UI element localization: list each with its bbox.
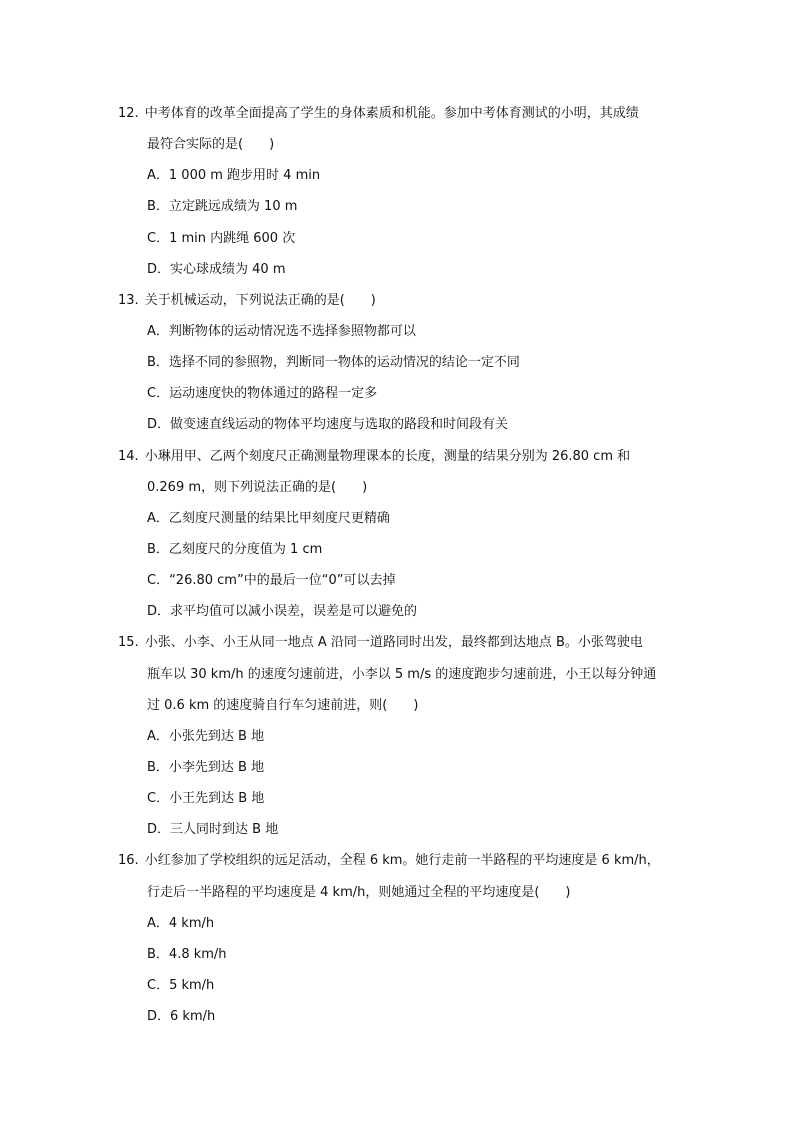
question-16 [118, 845, 698, 1032]
question-line: 小张、小李、小王从同一地点 A 沿同一道路同时出发，最终都到达地点 B。小张驾驶电 [144, 635, 643, 651]
question-number: 12. [118, 106, 139, 121]
answer-option: B．立定跳远成绩为 10 m [147, 199, 298, 215]
answer-option: C．小王先到达 B 地 [147, 791, 265, 807]
answer-option: D．求平均值可以减小误差，误差是可以避免的 [147, 604, 418, 620]
question-line: 最符合实际的是( ) [147, 137, 275, 153]
answer-option: C．5 km/h [147, 977, 215, 993]
question-text [118, 845, 698, 876]
answer-option: A．1 000 m 跑步用时 4 min [147, 168, 321, 184]
question-line: 小琳用甲、乙两个刻度尺正确测量物理课本的长度，测量的结果分别为 26.80 cm 和 [144, 448, 631, 464]
answer-option: A．4 km/h [147, 915, 215, 931]
question-12 [118, 98, 698, 285]
answer-option: C．1 min 内跳绳 600 次 [147, 230, 296, 246]
question-13 [118, 285, 698, 441]
question-number: 15. [118, 635, 139, 651]
question-number: 16. [118, 853, 139, 869]
answer-option: B．4.8 km/h [147, 946, 227, 962]
answer-option: B．选择不同的参照物，判断同一物体的运动情况的结论一定不同 [147, 355, 520, 371]
question-text-continued [118, 659, 698, 690]
answer-option: A．判断物体的运动情况选不选择参照物都可以 [147, 323, 416, 339]
answer-option: B．小李先到达 B 地 [147, 759, 265, 775]
answer-option: B．乙刻度尺的分度值为 1 cm [147, 541, 323, 557]
question-document [118, 98, 698, 1032]
question-text [118, 98, 698, 129]
question-line: 中考体育的改革全面提高了学生的身体素质和机能。参加中考体育测试的小明，其成绩 [144, 106, 639, 121]
question-text-continued [118, 877, 698, 908]
answer-option: D．实心球成绩为 40 m [147, 261, 286, 277]
question-line: 瓶车以 30 km/h 的速度匀速前进，小李以 5 m/s 的速度跑步匀速前进，小王以每分钟通 [147, 666, 657, 682]
question-line: 0.269 m，则下列说法正确的是( ) [147, 479, 368, 495]
answer-option: D．6 km/h [147, 1009, 216, 1025]
question-line: 过 0.6 km 的速度骑自行车匀速前进，则( ) [147, 697, 419, 713]
question-text [118, 627, 698, 658]
question-text [118, 285, 698, 316]
answer-option: D．做变速直线运动的物体平均速度与选取的路段和时间段有关 [147, 417, 509, 433]
question-number: 13. [118, 292, 139, 308]
question-14 [118, 441, 698, 628]
question-15 [118, 627, 698, 845]
question-line: 行走后一半路程的平均速度是 4 km/h，则她通过全程的平均速度是( ) [147, 884, 571, 900]
question-line: 关于机械运动，下列说法正确的是( ) [144, 292, 376, 308]
question-text-continued [118, 690, 698, 721]
question-number: 14. [118, 448, 139, 464]
answer-option: C．运动速度快的物体通过的路程一定多 [147, 386, 378, 402]
question-text-continued [118, 129, 698, 160]
question-line: 小红参加了学校组织的远足活动，全程 6 km。她行走前一半路程的平均速度是 6 km/h， [144, 853, 660, 869]
answer-option: D．三人同时到达 B 地 [147, 822, 279, 838]
question-text [118, 441, 698, 472]
answer-option: C．“26.80 cm”中的最后一位“0”可以去掉 [147, 573, 396, 589]
question-text-continued [118, 472, 698, 503]
answer-option: A．乙刻度尺测量的结果比甲刻度尺更精确 [147, 510, 390, 526]
answer-option: A．小张先到达 B 地 [147, 728, 265, 744]
